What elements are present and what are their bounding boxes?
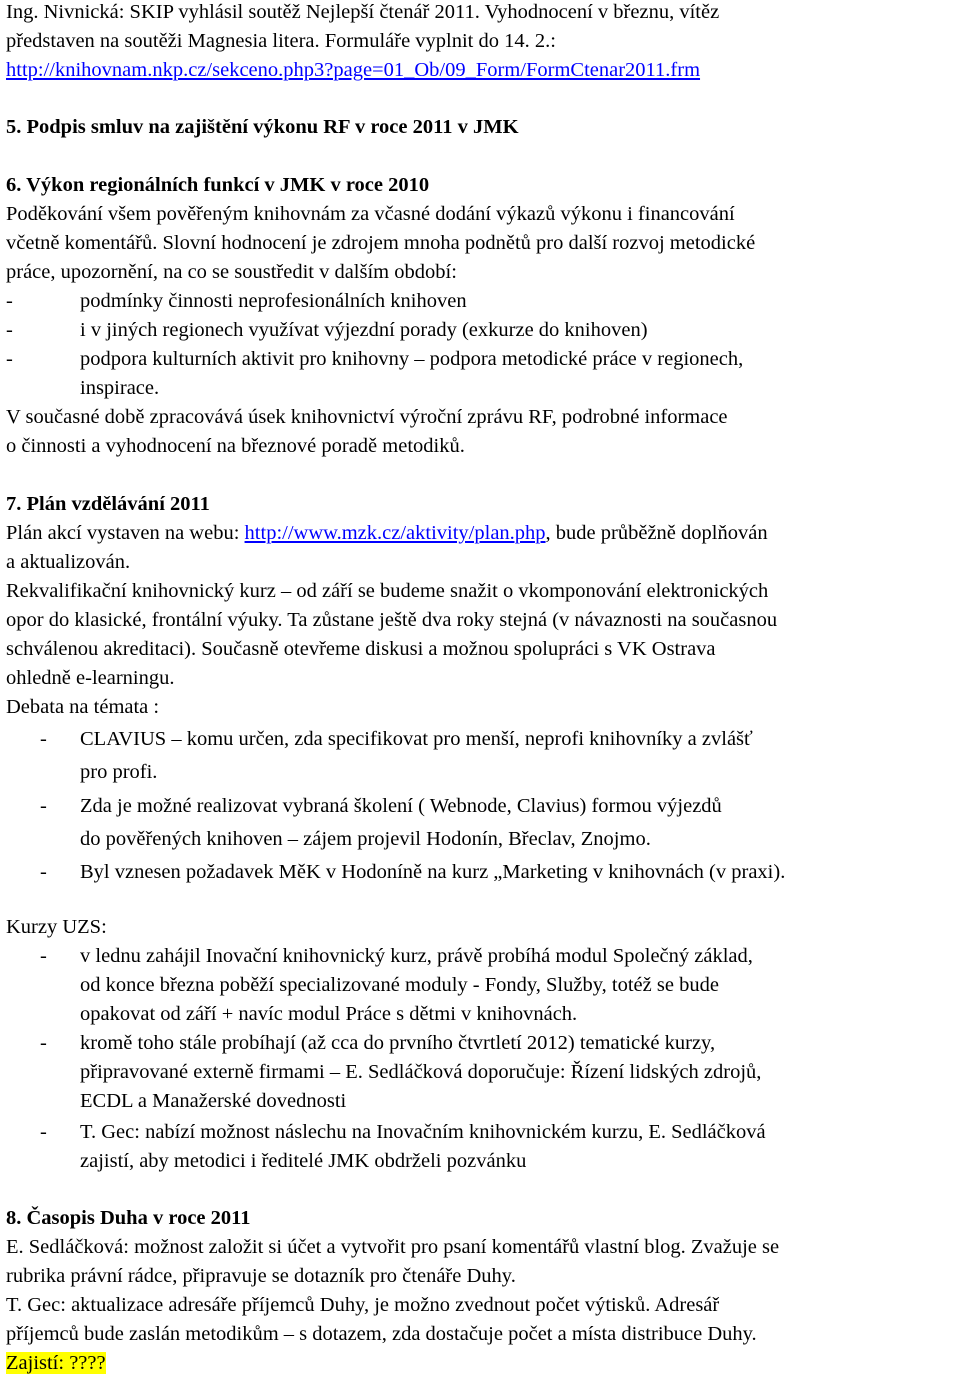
kurzy-item-1b: od konce března poběží specializované moduly - Fondy, Služby, totéž se bude [80, 974, 719, 996]
bullet-dash: - [40, 728, 47, 750]
bullet-dash: - [6, 319, 13, 341]
kurzy-item-2b: připravované externě firmami – E. Sedláčková doporučuje: Řízení lidských zdrojů, [80, 1061, 762, 1083]
s6-para-line-4: V současné době zpracovává úsek knihovnictví výroční zprávu RF, podrobné informace [6, 406, 728, 428]
s8-para-line-2: rubrika právní rádce, připravuje se dotazník pro čtenáře Duhy. [6, 1265, 516, 1287]
s8-para-line-3: T. Gec: aktualizace adresáře příjemců Duhy, je možno zvednout počet výtisků. Adresář [6, 1294, 720, 1316]
s7-rekval-line-1: Rekvalifikační knihovnický kurz – od září se budeme snažit o vkomponování elektronických [6, 580, 769, 602]
kurzy-item-3a: T. Gec: nabízí možnost náslechu na Inovačním knihovnickém kurzu, E. Sedláčková [80, 1121, 766, 1143]
s6-para-line-3: práce, upozornění, na co se soustředit v dalším období: [6, 261, 457, 283]
kurzy-item-3b: zajistí, aby metodici i ředitelé JMK obdrželi pozvánku [80, 1150, 527, 1172]
debata-item-1b: pro profi. [80, 761, 158, 783]
section-5-title: 5. Podpis smluv na zajištění výkonu RF v roce 2011 v JMK [6, 116, 519, 138]
s6-bullet-3b: inspirace. [80, 377, 160, 399]
s7-debata-label: Debata na témata : [6, 696, 160, 718]
debata-item-2a: Zda je možné realizovat vybraná školení ( Webnode, Clavius) formou výjezdů [80, 795, 722, 817]
s6-para-line-2: včetně komentářů. Slovní hodnocení je zdrojem mnoha podnětů pro další rozvoj metodické [6, 232, 756, 254]
s7-plan-prefix: Plán akcí vystaven na webu: [6, 522, 245, 544]
s7-rekval-line-2: opor do klasické, frontální výuky. Ta zůstane ještě dva roky stejná (v návaznosti na současnou [6, 609, 778, 631]
kurzy-item-2c: ECDL a Manažerské dovednosti [80, 1090, 347, 1112]
s7-plan-line-2: a aktualizován. [6, 551, 131, 573]
debata-item-2b: do pověřených knihoven – zájem projevil Hodonín, Břeclav, Znojmo. [80, 828, 651, 850]
kurzy-label: Kurzy UZS: [6, 916, 107, 938]
bullet-dash: - [6, 290, 13, 312]
s8-para-line-4: příjemců bude zaslán metodikům – s dotazem, zda dostačuje počet a místa distribuce Duhy. [6, 1323, 757, 1345]
s7-rekval-line-3: schválenou akreditaci). Současně otevřeme diskusi a možnou spolupráci s VK Ostrava [6, 638, 716, 660]
kurzy-item-1c: opakovat od září + navíc modul Práce s dětmi v knihovnách. [80, 1003, 578, 1025]
debata-item-3: Byl vznesen požadavek MěK v Hodoníně na kurz „Marketing v knihovnách (v praxi). [80, 861, 786, 883]
plan-link[interactable]: http://www.mzk.cz/aktivity/plan.php [244, 522, 546, 544]
section-7-title: 7. Plán vzdělávání 2011 [6, 493, 210, 515]
s6-bullet-3a: podpora kulturních aktivit pro knihovny – podpora metodické práce v regionech, [80, 348, 744, 370]
section-6-title: 6. Výkon regionálních funkcí v JMK v roce 2010 [6, 174, 430, 196]
bullet-dash: - [40, 1121, 47, 1143]
intro-line-1: Ing. Nivnická: SKIP vyhlásil soutěž Nejlepší čtenář 2011. Vyhodnocení v březnu, vítěz [6, 1, 720, 23]
s7-rekval-line-4: ohledně e-learningu. [6, 667, 175, 689]
bullet-dash: - [40, 1032, 47, 1054]
s7-plan-suffix: , bude průběžně doplňován [545, 522, 768, 544]
bullet-dash: - [6, 348, 13, 370]
intro-line-2: představen na soutěži Magnesia litera. Formuláře vyplnit do 14. 2.: [6, 30, 556, 52]
s8-para-line-1: E. Sedláčková: možnost založit si účet a vytvořit pro psaní komentářů vlastní blog. Zvažuje se [6, 1236, 780, 1258]
s6-bullet-2: i v jiných regionech využívat výjezdní porady (exkurze do knihoven) [80, 319, 648, 341]
s8-zajisti-line [6, 1349, 106, 1378]
bullet-dash: - [40, 945, 47, 967]
zajisti-highlight: Zajistí: ???? [6, 1352, 106, 1374]
debata-item-1a: CLAVIUS – komu určen, zda specifikovat pro menší, neprofi knihovníky a zvlášť [80, 728, 753, 750]
s6-para-line-1: Poděkování všem pověřeným knihovnám za včasné dodání výkazů výkonu i financování [6, 203, 735, 225]
section-8-title: 8. Časopis Duha v roce 2011 [6, 1207, 251, 1229]
bullet-dash: - [40, 861, 47, 883]
intro-link-line [6, 56, 700, 85]
s6-bullet-1: podmínky činnosti neprofesionálních knihoven [80, 290, 467, 312]
s6-para-line-5: o činnosti a vyhodnocení na březnové poradě metodiků. [6, 435, 465, 457]
kurzy-item-1a: v lednu zahájil Inovační knihovnický kurz, právě probíhá modul Společný základ, [80, 945, 753, 967]
bullet-dash: - [40, 795, 47, 817]
form-link[interactable]: http://knihovnam.nkp.cz/sekceno.php3?page=01_Ob/09_Form/FormCtenar2011.frm [6, 59, 701, 81]
s7-plan-line [6, 519, 768, 548]
kurzy-item-2a: kromě toho stále probíhají (až cca do prvního čtvrtletí 2012) tematické kurzy, [80, 1032, 716, 1054]
